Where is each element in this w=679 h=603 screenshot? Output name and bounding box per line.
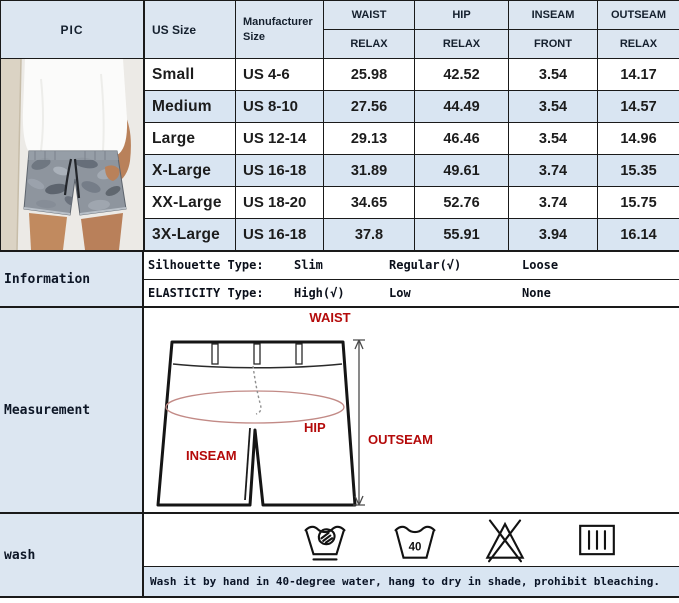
info-option: Low	[389, 285, 411, 300]
waist-column-header: WAIST	[324, 1, 415, 30]
information-rows	[144, 252, 679, 306]
outseam-cell: 15.35	[598, 155, 679, 187]
pic-column-header: PIC	[1, 1, 145, 59]
manufacturer-size-cell: US 4-6	[236, 59, 324, 91]
size-chart-table	[0, 0, 679, 250]
manufacturer-size-cell: US 8-10	[236, 91, 324, 123]
inseam-cell: 3.54	[509, 123, 598, 155]
info-row	[144, 280, 679, 307]
information-section-label: Information	[0, 252, 144, 306]
hip-cell: 52.76	[415, 187, 509, 219]
inseam-cell: 3.54	[509, 59, 598, 91]
do-not-bleach-icon	[480, 517, 530, 563]
manufacturer-size-cell: US 18-20	[236, 187, 324, 219]
info-row-label: Silhouette Type:	[148, 258, 264, 273]
outseam-cell: 14.17	[598, 59, 679, 91]
outseam-cell: 14.96	[598, 123, 679, 155]
model-wearing-shorts-illustration	[1, 59, 143, 250]
outseam-cell: 14.57	[598, 91, 679, 123]
us-size-cell: Medium	[145, 91, 236, 123]
measurement-diagram-area	[144, 308, 679, 512]
wash-care-icons-row	[144, 514, 679, 567]
us-size-cell: XX-Large	[145, 187, 236, 219]
diagram-hip-label: HIP	[304, 420, 326, 435]
waist-cell: 29.13	[324, 123, 415, 155]
drip-dry-icon	[572, 517, 622, 563]
measurement-section	[0, 306, 679, 512]
information-section	[0, 250, 679, 306]
product-photo	[1, 59, 145, 251]
outseam-cell: 15.75	[598, 187, 679, 219]
info-row	[144, 252, 679, 280]
hip-cell: 55.91	[415, 219, 509, 251]
inseam-cell: 3.74	[509, 187, 598, 219]
info-option: None	[522, 285, 551, 300]
outseam-column-header: OUTSEAM	[598, 1, 679, 30]
waist-cell: 27.56	[324, 91, 415, 123]
waist-cell: 34.65	[324, 187, 415, 219]
wash-content	[144, 514, 679, 596]
outseam-subheader: RELAX	[598, 30, 679, 59]
inseam-column-header: INSEAM	[509, 1, 598, 30]
inseam-cell: 3.54	[509, 91, 598, 123]
outseam-cell: 16.14	[598, 219, 679, 251]
wash-instructions: Wash it by hand in 40-degree water, hang to dry in shade, prohibit bleaching.	[144, 567, 679, 596]
hip-cell: 42.52	[415, 59, 509, 91]
inseam-cell: 3.94	[509, 219, 598, 251]
machine-wash-40-icon	[390, 517, 440, 563]
waist-cell: 25.98	[324, 59, 415, 91]
hip-cell: 44.49	[415, 91, 509, 123]
inseam-cell: 3.74	[509, 155, 598, 187]
manufacturer-size-column-header: Manufacturer Size	[236, 1, 324, 59]
hip-subheader: RELAX	[415, 30, 509, 59]
manufacturer-size-cell: US 16-18	[236, 155, 324, 187]
hip-column-header: HIP	[415, 1, 509, 30]
hip-cell: 49.61	[415, 155, 509, 187]
diagram-inseam-label: INSEAM	[186, 448, 237, 463]
info-option: Loose	[522, 258, 559, 273]
wash-temperature-label: 40	[408, 541, 422, 554]
measurement-section-label: Measurement	[0, 308, 144, 512]
inseam-subheader: FRONT	[509, 30, 598, 59]
waist-cell: 37.8	[324, 219, 415, 251]
diagram-waist-label: WAIST	[309, 310, 351, 325]
us-size-column-header: US Size	[145, 1, 236, 59]
wash-section	[0, 512, 679, 598]
us-size-cell: 3X-Large	[145, 219, 236, 251]
manufacturer-size-cell: US 16-18	[236, 219, 324, 251]
info-option: Regular(√)	[389, 258, 462, 273]
hip-cell: 46.46	[415, 123, 509, 155]
us-size-cell: Small	[145, 59, 236, 91]
diagram-outseam-label: OUTSEAM	[368, 432, 433, 447]
us-size-cell: X-Large	[145, 155, 236, 187]
hand-wash-icon	[300, 517, 350, 563]
manufacturer-size-cell: US 12-14	[236, 123, 324, 155]
us-size-cell: Large	[145, 123, 236, 155]
waist-subheader: RELAX	[324, 30, 415, 59]
info-option: High(√)	[294, 285, 345, 300]
info-option: Slim	[294, 258, 323, 273]
shorts-measurement-diagram	[144, 308, 677, 512]
wash-section-label: wash	[0, 514, 144, 596]
waist-cell: 31.89	[324, 155, 415, 187]
info-row-label: ELASTICITY Type:	[148, 285, 264, 300]
